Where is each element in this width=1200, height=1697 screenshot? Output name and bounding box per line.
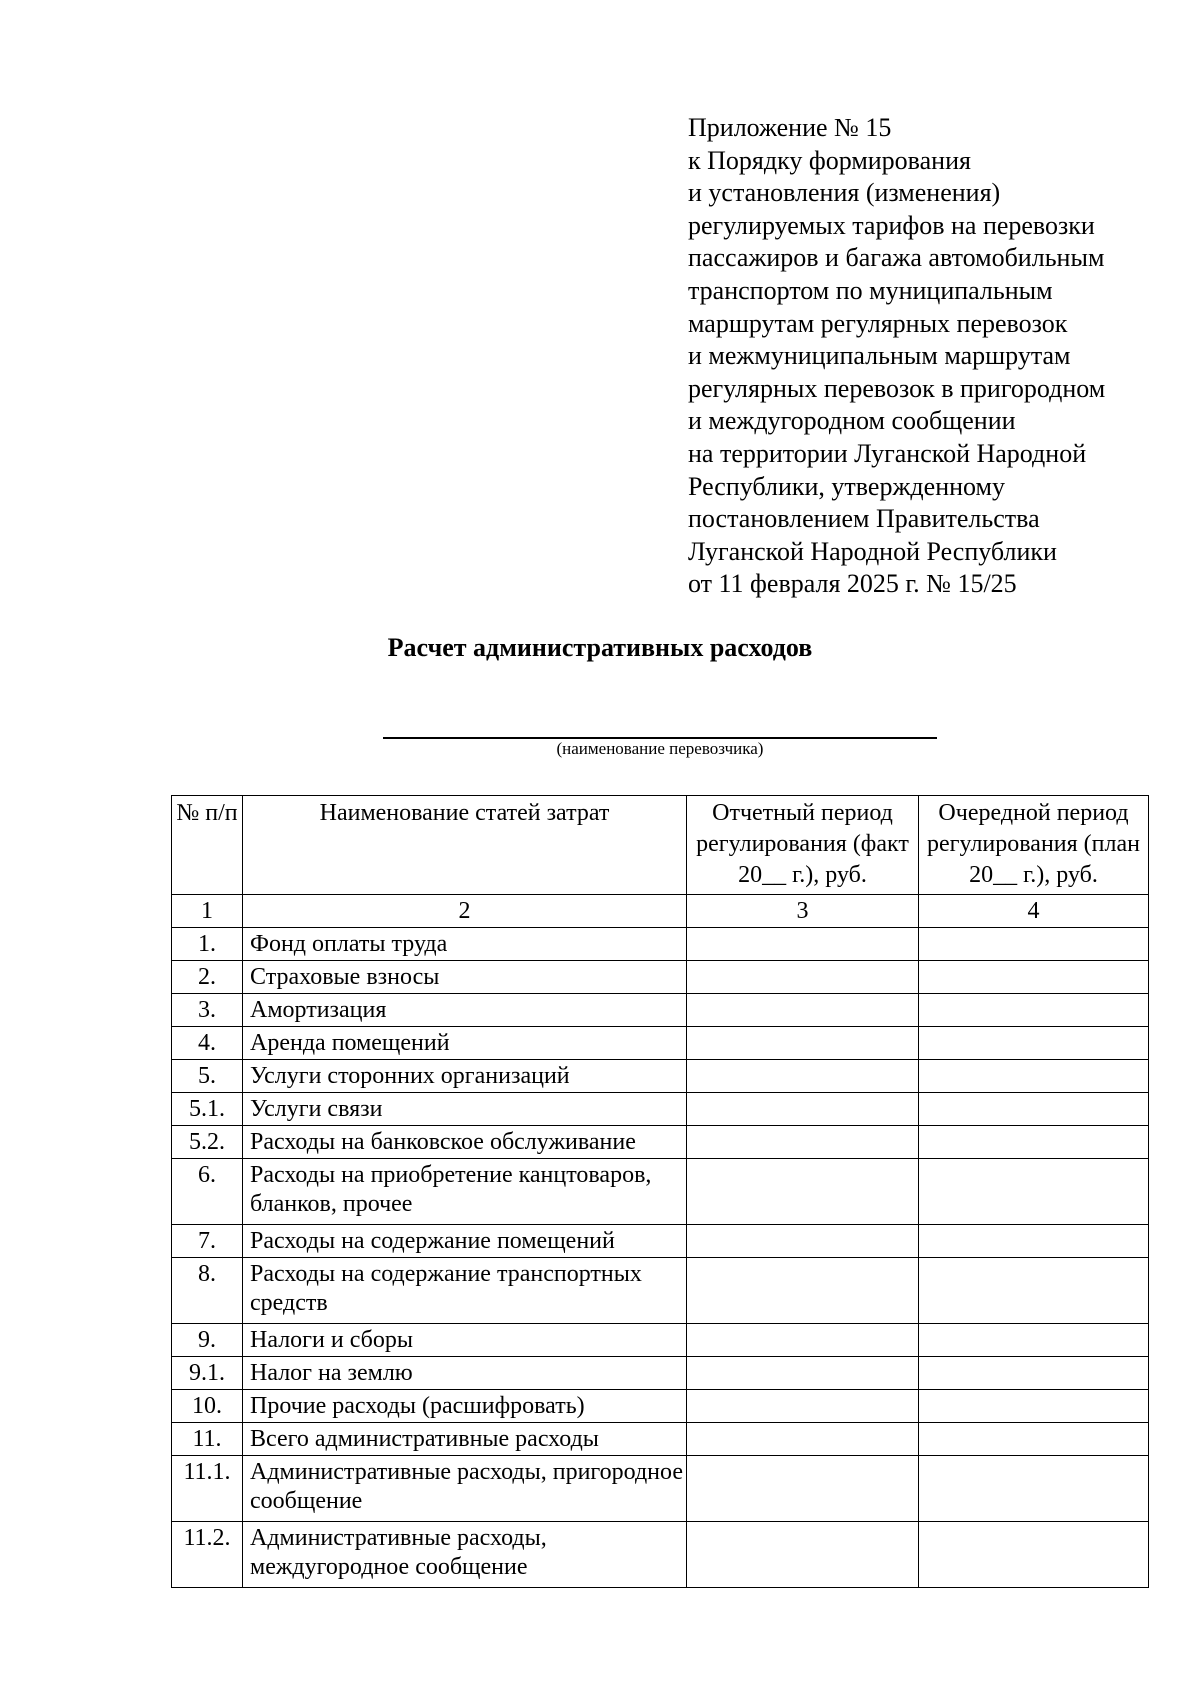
next-period-value	[919, 1093, 1149, 1126]
next-period-value	[919, 1522, 1149, 1588]
row-number: 6.	[172, 1159, 243, 1225]
table-row	[172, 994, 1149, 1027]
next-period-value	[919, 1324, 1149, 1357]
cost-item-name: Расходы на содержание транспортных средств	[243, 1258, 687, 1324]
row-number: 11.2.	[172, 1522, 243, 1588]
cost-item-name: Административные расходы, междугородное сообщение	[243, 1522, 687, 1588]
reported-period-value	[687, 1456, 919, 1522]
reported-period-value	[687, 994, 919, 1027]
row-number: 7.	[172, 1225, 243, 1258]
cost-item-name: Амортизация	[243, 994, 687, 1027]
header-num: № п/п	[172, 796, 243, 895]
reported-period-value	[687, 1093, 919, 1126]
row-number: 3.	[172, 994, 243, 1027]
cost-item-name: Налог на землю	[243, 1357, 687, 1390]
table-row	[172, 1423, 1149, 1456]
row-number: 4.	[172, 1027, 243, 1060]
reported-period-value	[687, 1390, 919, 1423]
row-number: 8.	[172, 1258, 243, 1324]
table-row	[172, 1456, 1149, 1522]
appendix-line: Луганской Народной Республики	[688, 536, 1057, 566]
cost-item-name: Услуги связи	[243, 1093, 687, 1126]
reported-period-value	[687, 1126, 919, 1159]
admin-costs-table	[171, 795, 1149, 1588]
reported-period-value	[687, 1522, 919, 1588]
appendix-line: и междугородном сообщении	[688, 406, 1016, 436]
cost-item-name: Аренда помещений	[243, 1027, 687, 1060]
appendix-line: от 11 февраля 2025 г. № 15/25	[688, 569, 1017, 599]
next-period-value	[919, 1258, 1149, 1324]
table-row	[172, 1324, 1149, 1357]
next-period-value	[919, 1423, 1149, 1456]
next-period-value	[919, 994, 1149, 1027]
appendix-line: Республики, утвержденному	[688, 471, 1005, 501]
column-number-row	[172, 895, 1149, 928]
reported-period-value	[687, 1258, 919, 1324]
appendix-line: на территории Луганской Народной	[688, 438, 1087, 468]
row-number: 9.	[172, 1324, 243, 1357]
row-number: 11.	[172, 1423, 243, 1456]
appendix-line: регулируемых тарифов на перевозки	[688, 210, 1095, 240]
header-next-period: Очередной период регулирования (план 20__ г.), руб.	[919, 796, 1149, 895]
cost-item-name: Налоги и сборы	[243, 1324, 687, 1357]
reported-period-value	[687, 1027, 919, 1060]
next-period-value	[919, 961, 1149, 994]
reported-period-value	[687, 1357, 919, 1390]
next-period-value	[919, 928, 1149, 961]
appendix-line: маршрутам регулярных перевозок	[688, 308, 1068, 338]
row-number: 9.1.	[172, 1357, 243, 1390]
row-number: 5.1.	[172, 1093, 243, 1126]
table-row	[172, 1258, 1149, 1324]
appendix-line: транспортом по муниципальным	[688, 275, 1053, 305]
row-number: 1.	[172, 928, 243, 961]
table-row	[172, 928, 1149, 961]
reported-period-value	[687, 1060, 919, 1093]
table-row	[172, 1357, 1149, 1390]
table-row	[172, 1126, 1149, 1159]
appendix-line: и установления (изменения)	[688, 178, 1001, 208]
table-header-row	[172, 796, 1149, 895]
appendix-line: постановлением Правительства	[688, 504, 1040, 534]
appendix-line: к Порядку формирования	[688, 145, 971, 175]
next-period-value	[919, 1126, 1149, 1159]
column-number: 4	[919, 895, 1149, 928]
row-number: 5.2.	[172, 1126, 243, 1159]
cost-item-name: Расходы на приобретение канцтоваров, бланков, прочее	[243, 1159, 687, 1225]
column-number: 3	[687, 895, 919, 928]
table-row	[172, 1522, 1149, 1588]
table-row	[172, 961, 1149, 994]
appendix-line: и межмуниципальным маршрутам	[688, 341, 1071, 371]
reported-period-value	[687, 1423, 919, 1456]
reported-period-value	[687, 928, 919, 961]
next-period-value	[919, 1456, 1149, 1522]
row-number: 10.	[172, 1390, 243, 1423]
cost-item-name: Страховые взносы	[243, 961, 687, 994]
next-period-value	[919, 1390, 1149, 1423]
next-period-value	[919, 1357, 1149, 1390]
row-number: 2.	[172, 961, 243, 994]
next-period-value	[919, 1027, 1149, 1060]
next-period-value	[919, 1060, 1149, 1093]
table-row	[172, 1093, 1149, 1126]
reported-period-value	[687, 1159, 919, 1225]
table-row	[172, 1060, 1149, 1093]
table-row	[172, 1225, 1149, 1258]
document-title: Расчет административных расходов	[387, 633, 813, 662]
column-number: 1	[172, 895, 243, 928]
cost-item-name: Фонд оплаты труда	[243, 928, 687, 961]
appendix-line: Приложение № 15	[688, 113, 892, 142]
table-row	[172, 1390, 1149, 1423]
cost-item-name: Расходы на банковское обслуживание	[243, 1126, 687, 1159]
cost-item-name: Административные расходы, пригородное сообщение	[243, 1456, 687, 1522]
reported-period-value	[687, 1225, 919, 1258]
cost-item-name: Всего административные расходы	[243, 1423, 687, 1456]
table-row	[172, 1027, 1149, 1060]
reported-period-value	[687, 961, 919, 994]
appendix-line: регулярных перевозок в пригородном	[688, 373, 1106, 403]
cost-item-name: Расходы на содержание помещений	[243, 1225, 687, 1258]
next-period-value	[919, 1159, 1149, 1225]
reported-period-value	[687, 1324, 919, 1357]
header-name: Наименование статей затрат	[243, 796, 687, 895]
appendix-line: пассажиров и багажа автомобильным	[688, 243, 1105, 273]
table-row	[172, 1159, 1149, 1225]
row-number: 5.	[172, 1060, 243, 1093]
carrier-name-caption: (наименование перевозчика)	[556, 739, 764, 758]
appendix-note	[688, 112, 1168, 601]
cost-item-name: Прочие расходы (расшифровать)	[243, 1390, 687, 1423]
next-period-value	[919, 1225, 1149, 1258]
cost-item-name: Услуги сторонних организаций	[243, 1060, 687, 1093]
row-number: 11.1.	[172, 1456, 243, 1522]
header-reported-period: Отчетный период регулирования (факт 20__ г.), руб.	[687, 796, 919, 895]
column-number: 2	[243, 895, 687, 928]
